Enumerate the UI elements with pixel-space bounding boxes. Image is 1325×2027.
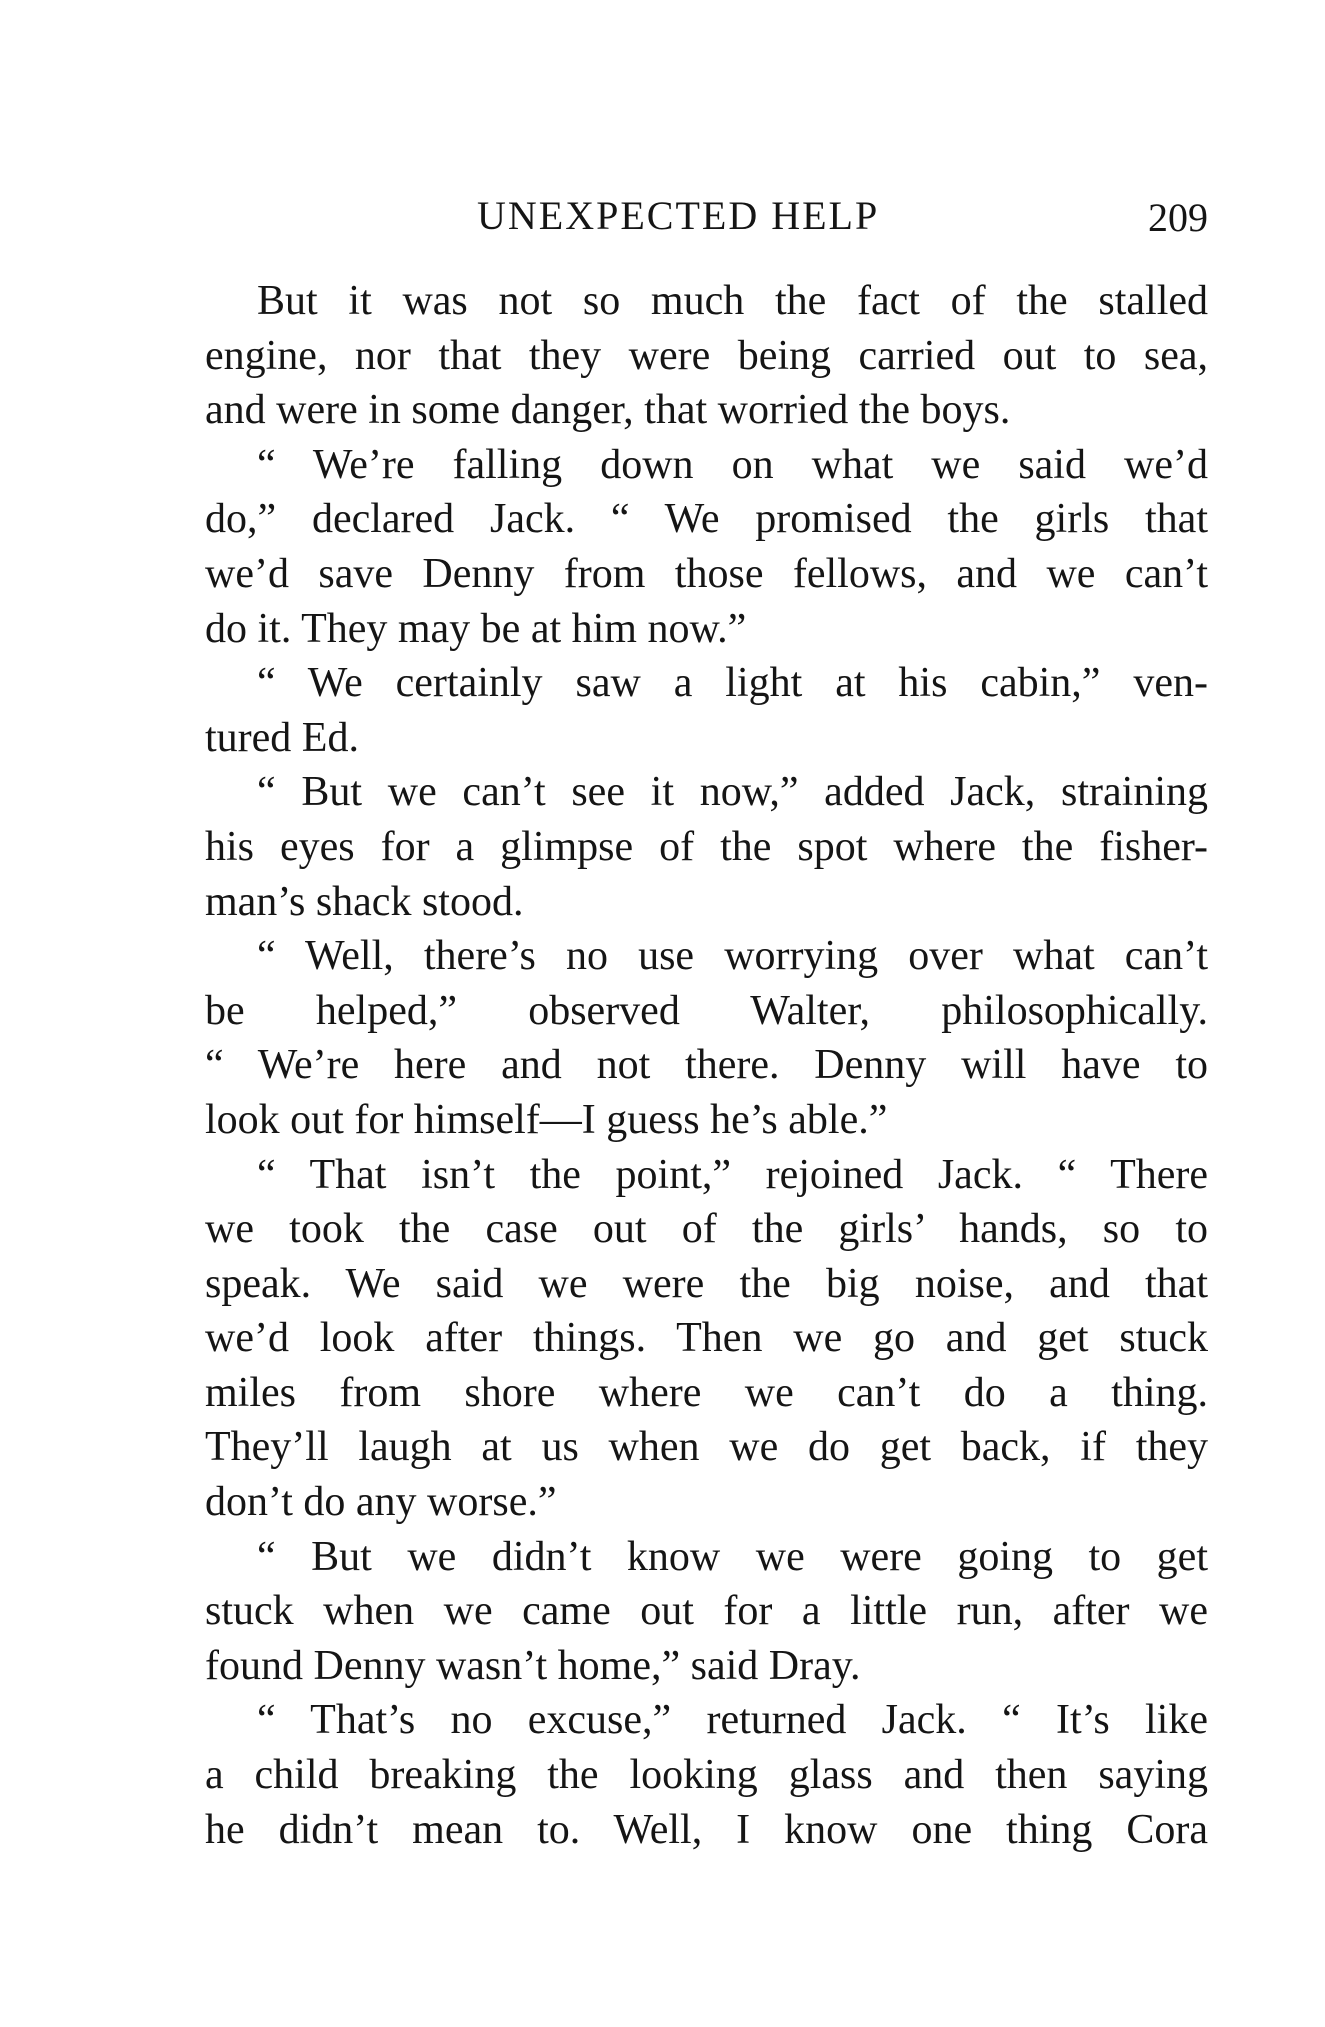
text-line: They’ll laugh at us when we do get back, if they	[205, 1424, 1208, 1471]
text-line: stuck when we came out for a little run, after we	[205, 1588, 1208, 1635]
text-line: “ But we can’t see it now,” added Jack, straining	[257, 769, 1208, 816]
text-line: don’t do any worse.”	[205, 1479, 557, 1526]
page-number: 209	[1148, 195, 1208, 240]
text-line: and were in some danger, that worried the boys.	[205, 387, 1011, 434]
text-line: we’d save Denny from those fellows, and we can’t	[205, 550, 1208, 597]
text-line: his eyes for a glimpse of the spot where the fisher-	[205, 823, 1208, 870]
text-line: “ Well, there’s no use worrying over what can’t	[257, 933, 1208, 980]
text-line: “ We certainly saw a light at his cabin,” ven-	[257, 660, 1208, 707]
text-line: he didn’t mean to. Well, I know one thing Cora	[205, 1806, 1208, 1853]
text-line: “ We’re falling down on what we said we’d	[257, 441, 1208, 488]
text-line: “ We’re here and not there. Denny will have to	[205, 1042, 1208, 1089]
text-line: miles from shore where we can’t do a thing.	[205, 1369, 1208, 1416]
text-line: a child breaking the looking glass and then saying	[205, 1752, 1208, 1799]
text-line: found Denny wasn’t home,” said Dray.	[205, 1642, 861, 1689]
text-line: “ But we didn’t know we were going to get	[257, 1533, 1208, 1580]
text-line: speak. We said we were the big noise, and that	[205, 1260, 1208, 1307]
text-line: do,” declared Jack. “ We promised the girls that	[205, 496, 1208, 543]
text-line: tured Ed.	[205, 714, 359, 761]
text-line: be helped,” observed Walter, philosophically.	[205, 987, 1208, 1034]
running-head	[205, 188, 1208, 244]
text-line: we’d look after things. Then we go and get stuck	[205, 1315, 1208, 1362]
text-line: we took the case out of the girls’ hands, so to	[205, 1206, 1208, 1253]
text-line: man’s shack stood.	[205, 878, 524, 925]
text-line: do it. They may be at him now.”	[205, 605, 747, 652]
text-line: engine, nor that they were being carried out to sea,	[205, 332, 1208, 379]
text-line: But it was not so much the fact of the stalled	[257, 278, 1208, 324]
body-text	[205, 274, 1208, 1857]
chapter-title: UNEXPECTED HELP	[477, 193, 880, 238]
text-line: “ That isn’t the point,” rejoined Jack. “ There	[257, 1151, 1208, 1198]
text-line: look out for himself—I guess he’s able.”	[205, 1096, 888, 1143]
text-line: “ That’s no excuse,” returned Jack. “ It’s like	[257, 1697, 1208, 1744]
